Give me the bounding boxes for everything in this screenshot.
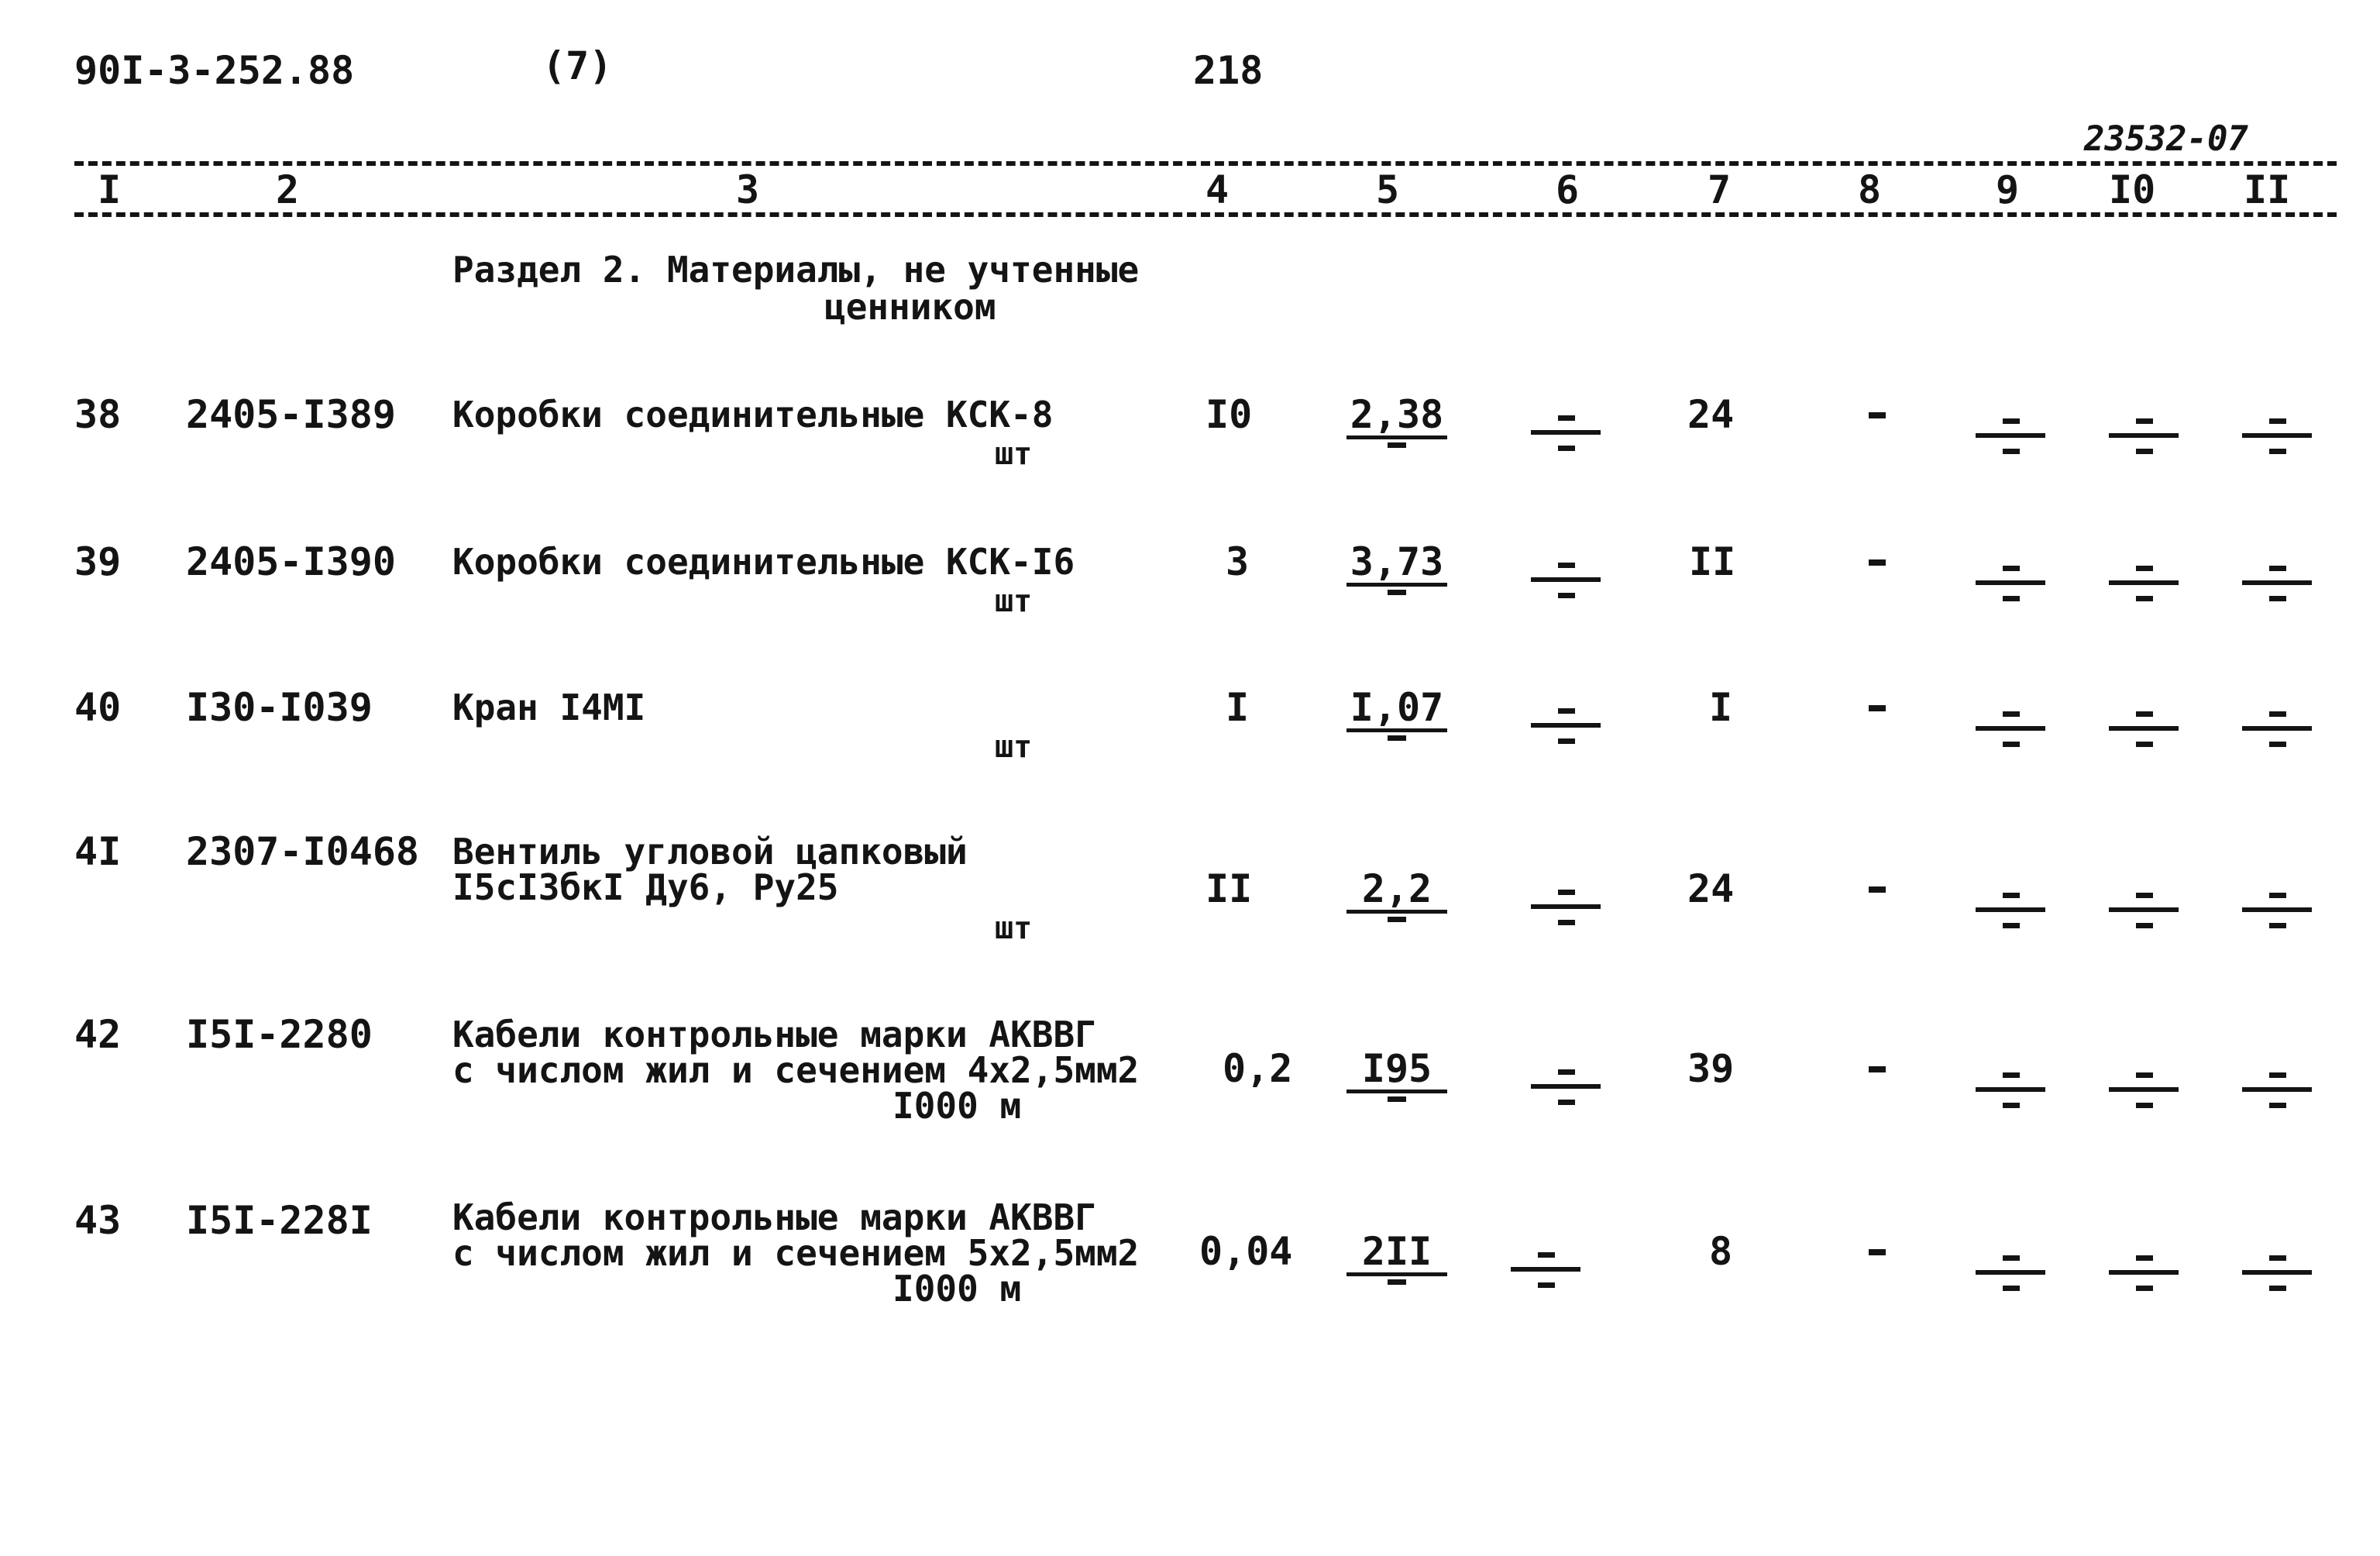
column-number-3: 3: [736, 167, 760, 212]
item-unit: шт: [995, 729, 1033, 765]
col8-dash: [1869, 559, 1886, 566]
item-unit: шт: [995, 436, 1033, 472]
col8-dash: [1869, 705, 1886, 711]
col6-empty-fraction: [1531, 563, 1601, 598]
col6-empty-fraction: [1531, 708, 1601, 744]
unit-price: [1346, 539, 1447, 595]
column-number-9: 9: [1996, 167, 2020, 212]
col10-empty-fraction: [2109, 1255, 2179, 1291]
column-number-7: 7: [1708, 167, 1732, 212]
col7-value: 8: [1709, 1229, 1733, 1274]
unit-price-value: 2II: [1346, 1232, 1447, 1276]
column-number-8: 8: [1858, 167, 1882, 212]
unit-price-dash: [1388, 917, 1406, 922]
column-number-11: II: [2244, 167, 2291, 212]
item-quantity: 3: [1226, 539, 1250, 584]
item-description-line2: с числом жил и сечением 4х2,5мм2: [452, 1049, 1140, 1091]
unit-price-value: 3,73: [1346, 542, 1447, 587]
column-number-4: 4: [1205, 167, 1230, 212]
col11-empty-fraction: [2242, 566, 2312, 601]
col6-empty-fraction: [1531, 1069, 1601, 1105]
col7-value: I: [1709, 685, 1733, 730]
page-number: 218: [1193, 48, 1264, 93]
item-description-line1: Вентиль угловой цапковый: [452, 831, 968, 873]
item-code: I5I-228I: [186, 1198, 373, 1243]
col8-dash: [1869, 1066, 1886, 1072]
item-description: Коробки соединительные КСК-8: [452, 394, 1054, 435]
header-bottom-rule: [74, 212, 2337, 217]
col7-value: 39: [1687, 1046, 1735, 1091]
col9-empty-fraction: [1976, 711, 2045, 747]
item-code: I30-I039: [186, 685, 373, 730]
item-quantity: 0,04: [1199, 1229, 1293, 1274]
col6-empty-fraction: [1531, 415, 1601, 451]
col11-empty-fraction: [2242, 1072, 2312, 1108]
unit-price-dash: [1388, 442, 1406, 448]
unit-price-dash: [1388, 735, 1406, 741]
col10-empty-fraction: [2109, 418, 2179, 454]
column-number-5: 5: [1376, 167, 1400, 212]
item-description: Коробки соединительные КСК-I6: [452, 541, 1075, 583]
archive-number: 23532-07: [2084, 119, 2248, 159]
row-number: 38: [74, 392, 122, 437]
col8-dash: [1869, 886, 1886, 893]
section-title-line2: ценником: [824, 286, 996, 328]
item-quantity: I: [1226, 685, 1250, 730]
item-code: 2405-I390: [186, 539, 396, 584]
col9-empty-fraction: [1976, 1255, 2045, 1291]
row-number: 42: [74, 1012, 122, 1057]
item-description-line2: с числом жил и сечением 5х2,5мм2: [452, 1232, 1140, 1274]
col9-empty-fraction: [1976, 566, 2045, 601]
item-unit: шт: [995, 911, 1033, 946]
unit-price: [1346, 1229, 1447, 1285]
header-top-rule: [74, 161, 2337, 166]
col11-empty-fraction: [2242, 418, 2312, 454]
item-description-line1: Кабели контрольные марки АКВВГ: [452, 1014, 1096, 1055]
unit-price: [1346, 1046, 1447, 1102]
item-quantity: I0: [1205, 392, 1253, 437]
unit-price: [1346, 685, 1447, 741]
col11-empty-fraction: [2242, 1255, 2312, 1291]
col10-empty-fraction: [2109, 711, 2179, 747]
col7-value: 24: [1687, 392, 1735, 437]
sheet-reference: (7): [542, 43, 613, 88]
col11-empty-fraction: [2242, 893, 2312, 928]
unit-price: [1346, 866, 1447, 922]
unit-price-value: 2,38: [1346, 395, 1447, 439]
col6-empty-fraction: [1511, 1252, 1580, 1288]
item-description-line1: Кабели контрольные марки АКВВГ: [452, 1196, 1096, 1238]
unit-price-value: 2,2: [1346, 869, 1447, 914]
row-number: 39: [74, 539, 122, 584]
col7-value: 24: [1687, 866, 1735, 911]
col9-empty-fraction: [1976, 893, 2045, 928]
col9-empty-fraction: [1976, 1072, 2045, 1108]
item-quantity: 0,2: [1223, 1046, 1293, 1091]
col7-value: II: [1689, 539, 1736, 584]
item-code: I5I-2280: [186, 1012, 373, 1057]
unit-price-dash: [1388, 1096, 1406, 1102]
col10-empty-fraction: [2109, 1072, 2179, 1108]
section-title-line1: Раздел 2. Материалы, не учтенные: [452, 249, 1140, 291]
item-unit: I000 м: [892, 1268, 1022, 1310]
item-unit: I000 м: [892, 1085, 1022, 1127]
unit-price-dash: [1388, 1279, 1406, 1285]
column-number-10: I0: [2109, 167, 2156, 212]
col11-empty-fraction: [2242, 711, 2312, 747]
item-code: 2307-I0468: [186, 829, 420, 874]
row-number: 43: [74, 1198, 122, 1243]
unit-price-value: I95: [1346, 1049, 1447, 1093]
unit-price-dash: [1388, 590, 1406, 595]
row-number: 4I: [74, 829, 122, 874]
col8-dash: [1869, 1249, 1886, 1255]
column-number-2: 2: [276, 167, 300, 212]
item-code: 2405-I389: [186, 392, 396, 437]
item-description: Кран I4МI: [452, 687, 646, 728]
col6-empty-fraction: [1531, 890, 1601, 925]
col8-dash: [1869, 412, 1886, 418]
document-code: 90I-3-252.88: [74, 48, 355, 93]
col10-empty-fraction: [2109, 566, 2179, 601]
item-description-line2: I5сI3бкI Ду6, Ру25: [452, 866, 839, 908]
item-quantity: II: [1205, 866, 1253, 911]
row-number: 40: [74, 685, 122, 730]
column-number-6: 6: [1556, 167, 1580, 212]
unit-price: [1346, 392, 1447, 448]
column-number-1: I: [98, 167, 122, 212]
col9-empty-fraction: [1976, 418, 2045, 454]
col10-empty-fraction: [2109, 893, 2179, 928]
unit-price-value: I,07: [1346, 688, 1447, 732]
item-unit: шт: [995, 584, 1033, 619]
